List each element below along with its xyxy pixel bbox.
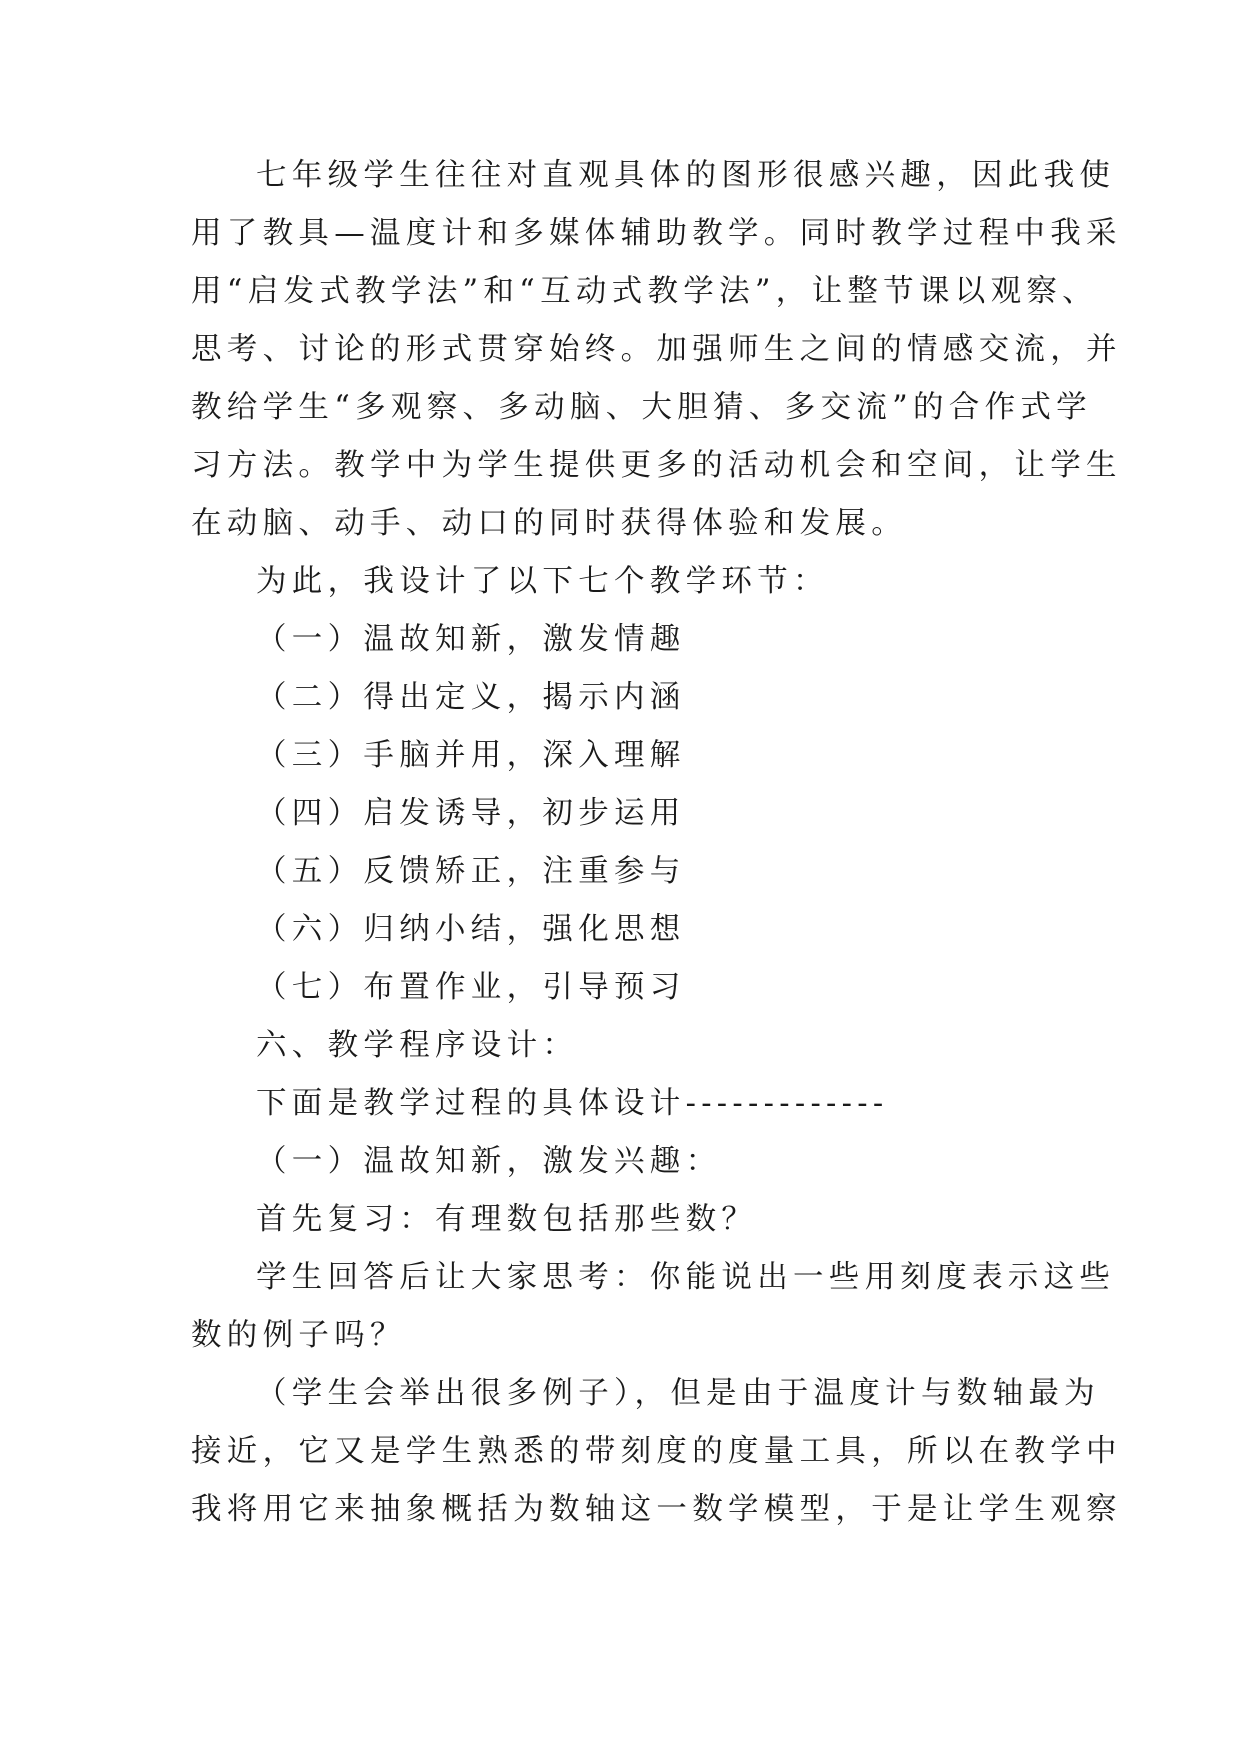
list-item: （三）手脑并用，深入理解 [256,738,686,773]
list-item: （一）温故知新，激发情趣 [256,622,686,657]
paragraph-line: 思考、讨论的形式贯穿始终。加强师生之间的情感交流，并 [191,332,1122,367]
list-item: （七）布置作业，引导预习 [256,970,686,1005]
section-heading: 六、教学程序设计： [256,1028,579,1063]
paragraph-line: 我将用它来抽象概括为数轴这一数学模型，于是让学生观察 [191,1492,1122,1527]
paragraph-line: 用了教具—温度计和多媒体辅助教学。同时教学过程中我采 [191,216,1122,251]
section-intro: 为此，我设计了以下七个教学环节： [256,564,829,599]
paragraph-line: 在动脑、动手、动口的同时获得体验和发展。 [191,506,907,541]
paragraph-line: 数的例子吗？ [191,1318,406,1353]
paragraph-line: 用“启发式教学法”和“互动式教学法”，让整节课以观察、 [191,274,1098,309]
paragraph-line: 习方法。教学中为学生提供更多的活动机会和空间，让学生 [191,448,1122,483]
paragraph-line: （学生会举出很多例子），但是由于温度计与数轴最为 [256,1376,1100,1411]
list-item: （六）归纳小结，强化思想 [256,912,686,947]
subsection-heading: （一）温故知新，激发兴趣： [256,1144,722,1179]
paragraph-line: 教给学生“多观察、多动脑、大胆猜、多交流”的合作式学 [191,390,1092,425]
list-item: （二）得出定义，揭示内涵 [256,680,686,715]
list-item: （五）反馈矫正，注重参与 [256,854,686,889]
list-item: （四）启发诱导，初步运用 [256,796,686,831]
paragraph-line: 下面是教学过程的具体设计------------- [256,1086,889,1121]
paragraph-line: 首先复习：有理数包括那些数？ [256,1202,758,1237]
paragraph-line: 学生回答后让大家思考：你能说出一些用刻度表示这些 [256,1260,1116,1295]
paragraph-line: 七年级学生往往对直观具体的图形很感兴趣，因此我使 [256,158,1116,193]
paragraph-line: 接近，它又是学生熟悉的带刻度的度量工具，所以在教学中 [191,1434,1122,1469]
